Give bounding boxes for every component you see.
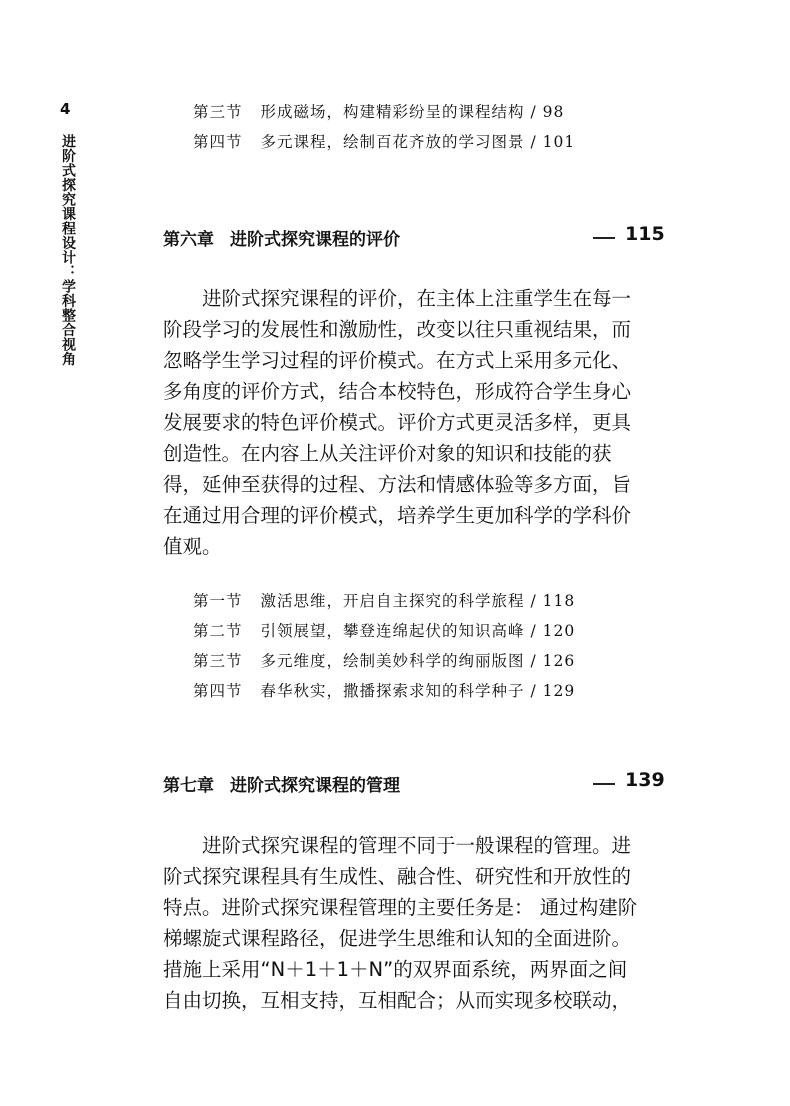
section-page: 126: [542, 652, 576, 670]
toc-entry[interactable]: 第三节 多元维度，绘制美妙科学的绚丽版图 / 126: [193, 652, 576, 670]
chapter-page: 139: [625, 769, 665, 791]
section-title: 多元课程，绘制百花齐放的学习图景: [260, 133, 525, 151]
page-number: 4: [60, 100, 71, 118]
toc-entry[interactable]: 第一节 激活思维，开启自主探究的科学旅程 / 118: [193, 592, 576, 610]
section-page: 120: [542, 622, 576, 640]
chapter-number: 第六章: [163, 230, 214, 250]
chapter-title: 进阶式探究课程的管理: [230, 776, 400, 796]
paragraph-line: 梯螺旋式课程路径，促进学生思维和认知的全面进阶。: [163, 927, 632, 950]
paragraph-line: 进阶式探究课程的管理不同于一般课程的管理。进: [202, 834, 632, 857]
section-page: 118: [542, 592, 576, 610]
section-title: 激活思维，开启自主探究的科学旅程: [260, 592, 525, 610]
section-number: 第二节: [193, 622, 243, 640]
paragraph-line: 值观。: [163, 535, 222, 558]
chapter-7-heading[interactable]: [163, 771, 663, 797]
chapter-7-summary: [163, 830, 638, 1016]
paragraph-line: 忽略学生学习过程的评价模式。在方式上采用多元化、: [163, 349, 632, 372]
section-page: 98: [542, 103, 565, 121]
chapter-6-summary: [163, 283, 632, 562]
paragraph-line: 阶段学习的发展性和激励性，改变以往只重视结果，而: [163, 318, 632, 341]
section-number: 第四节: [193, 133, 243, 151]
toc-top-list: [193, 97, 575, 157]
leader-dash: [593, 237, 615, 239]
paragraph-line: 得，延伸至获得的过程、方法和情感体验等多方面，旨: [163, 473, 632, 496]
section-page: 101: [542, 133, 576, 151]
section-number: 第一节: [193, 592, 243, 610]
paragraph-line: 创造性。在内容上从关注评价对象的知识和技能的获: [163, 442, 612, 465]
chapter-page: 115: [625, 223, 665, 245]
section-title: 引领展望，攀登连绵起伏的知识高峰: [260, 622, 525, 640]
section-title: 多元维度，绘制美妙科学的绚丽版图: [260, 652, 525, 670]
section-page: 129: [542, 682, 576, 700]
section-number: 第三节: [193, 652, 243, 670]
paragraph-line: 在通过用合理的评价模式，培养学生更加科学的学科价: [163, 504, 632, 527]
section-number: 第四节: [193, 682, 243, 700]
toc-entry[interactable]: 第三节 形成磁场，构建精彩纷呈的课程结构 / 98: [193, 103, 565, 121]
toc-entry[interactable]: 第二节 引领展望，攀登连绵起伏的知识高峰 / 120: [193, 622, 576, 640]
chapter-6-heading[interactable]: [163, 225, 663, 251]
paragraph-line: 措施上采用“N＋1＋1＋N”的双界面系统，两界面之间: [163, 958, 628, 981]
chapter-title: 进阶式探究课程的评价: [230, 230, 400, 250]
section-title: 形成磁场，构建精彩纷呈的课程结构: [260, 103, 525, 121]
paragraph-line: 自由切换，互相支持，互相配合；从而实现多校联动，: [163, 989, 632, 1012]
paragraph-line: 进阶式探究课程的评价，在主体上注重学生在每一: [202, 287, 632, 310]
section-title: 春华秋实，撒播探索求知的科学种子: [260, 682, 525, 700]
paragraph-line: 多角度的评价方式，结合本校特色，形成符合学生身心: [163, 380, 632, 403]
paragraph-line: 特点。进阶式探究课程管理的主要任务是： 通过构建阶: [163, 896, 638, 919]
leader-dash: [593, 783, 615, 785]
section-number: 第三节: [193, 103, 243, 121]
paragraph-line: 发展要求的特色评价模式。评价方式更灵活多样，更具: [163, 411, 632, 434]
chapter-6-sections: [193, 586, 575, 706]
toc-entry[interactable]: 第四节 春华秋实，撒播探索求知的科学种子 / 129: [193, 682, 576, 700]
chapter-number: 第七章: [163, 776, 214, 796]
running-head: 进阶式探究课程设计：学科整合视角: [60, 134, 76, 366]
paragraph-line: 阶式探究课程具有生成性、融合性、研究性和开放性的: [163, 865, 632, 888]
toc-entry[interactable]: 第四节 多元课程，绘制百花齐放的学习图景 / 101: [193, 133, 576, 151]
